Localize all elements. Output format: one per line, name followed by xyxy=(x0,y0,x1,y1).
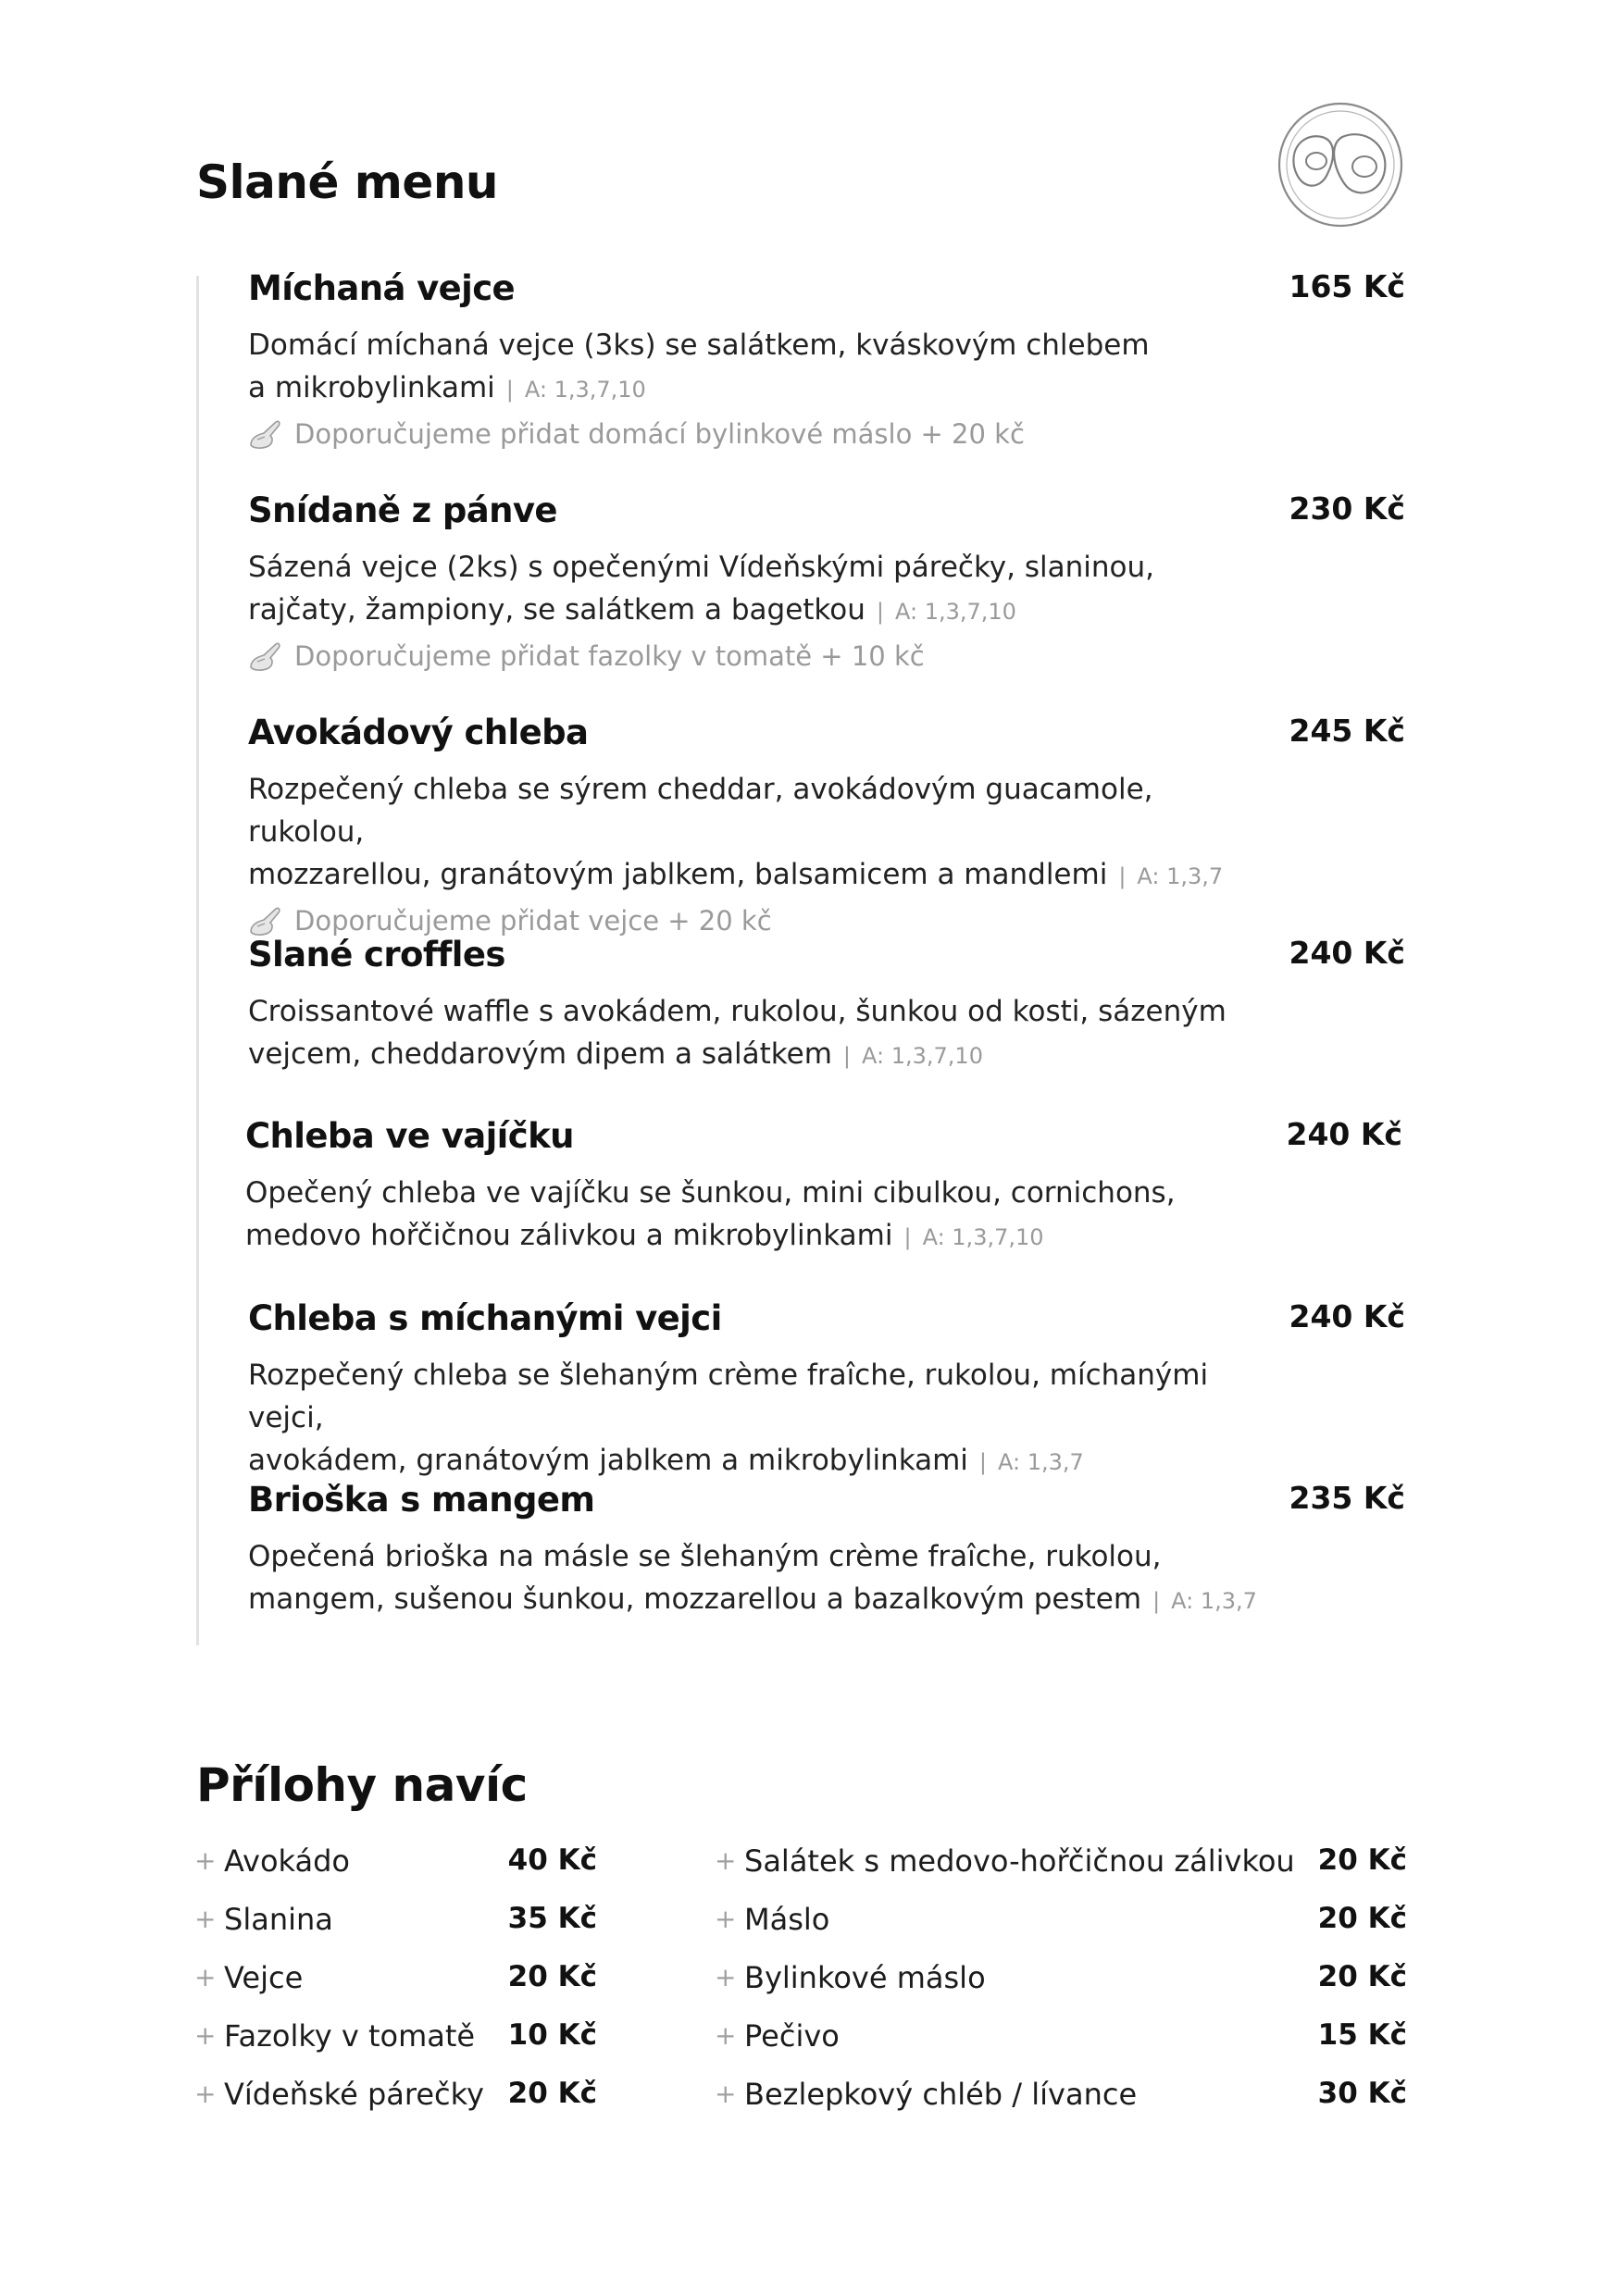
menu-item-description xyxy=(248,1354,1276,1483)
extra-item-label: Bezlepkový chléb / lívance xyxy=(744,2077,1138,2112)
allergen-info xyxy=(1107,863,1223,889)
separator: | xyxy=(903,1224,912,1250)
extra-item xyxy=(715,2075,1407,2133)
plus-icon: + xyxy=(194,2020,217,2051)
plus-icon: + xyxy=(715,1962,737,1992)
extra-item-price: 20 Kč xyxy=(1317,1902,1407,1935)
extra-item xyxy=(194,1900,597,1958)
description-line: Domácí míchaná vejce (3ks) se salátkem, kváskovým chlebem xyxy=(248,329,1150,362)
separator: | xyxy=(842,1043,852,1069)
extra-item-label: Slanina xyxy=(224,1902,333,1937)
extra-item xyxy=(715,1958,1407,2017)
separator: | xyxy=(1152,1588,1161,1614)
menu-item-name: Chleba s míchanými vejci xyxy=(248,1298,722,1338)
menu-item-description xyxy=(248,768,1276,898)
allergen-info xyxy=(866,599,1016,625)
pointing-hand-icon xyxy=(248,417,281,451)
menu-item-description xyxy=(248,324,1276,411)
description-line xyxy=(245,1214,1273,1259)
menu-item xyxy=(248,1480,1405,1622)
menu-item-name: Snídaně z pánve xyxy=(248,490,557,530)
extra-item-label: Bylinkové máslo xyxy=(744,1960,986,1995)
menu-item xyxy=(248,268,1405,455)
description-line xyxy=(248,1578,1276,1622)
description-line xyxy=(248,1439,1276,1483)
menu-item-price: 230 Kč xyxy=(1289,490,1405,527)
extra-item-label: Salátek s medovo-hořčičnou zálivkou xyxy=(744,1843,1295,1879)
extras-list-left xyxy=(194,1842,597,2133)
menu-item-name: Brioška s mangem xyxy=(248,1480,595,1520)
description-line: Sázená vejce (2ks) s opečenými Vídeňskými párečky, slaninou, xyxy=(248,551,1154,584)
tip-text: Doporučujeme přidat fazolky v tomatě + 10 kč xyxy=(294,640,925,672)
allergen-info xyxy=(832,1043,983,1069)
extra-item-price: 20 Kč xyxy=(1317,1843,1407,1877)
description-line xyxy=(248,366,1276,411)
description-line: Rozpečený chleba se sýrem cheddar, avokádovým guacamole, rukolou, xyxy=(248,773,1153,849)
tip-text: Doporučujeme přidat vejce + 20 kč xyxy=(294,905,772,937)
extra-item xyxy=(715,1842,1407,1900)
menu-item-description xyxy=(245,1172,1273,1259)
page-title: Slané menu xyxy=(196,155,499,209)
separator: | xyxy=(505,377,514,403)
menu-item-name: Chleba ve vajíčku xyxy=(245,1116,574,1156)
plus-icon: + xyxy=(715,2079,737,2109)
allergen-info xyxy=(968,1449,1084,1475)
allergen-codes: A: 1,3,7,10 xyxy=(922,1224,1044,1250)
egg-logo-icon xyxy=(1276,100,1405,230)
extra-item-label: Vejce xyxy=(224,1960,304,1995)
recommendation-tip xyxy=(248,413,1405,455)
extra-item xyxy=(194,1842,597,1900)
description-text: vejcem, cheddarovým dipem a salátkem xyxy=(248,1037,832,1071)
description-line xyxy=(248,853,1276,898)
menu-item xyxy=(248,490,1405,677)
menu-item-name: Avokádový chleba xyxy=(248,713,589,752)
separator: | xyxy=(978,1449,988,1475)
description-line: Opečený chleba ve vajíčku se šunkou, mini cibulkou, cornichons, xyxy=(245,1176,1176,1210)
menu-item-price: 240 Kč xyxy=(1289,1298,1405,1334)
allergen-codes: A: 1,3,7,10 xyxy=(894,599,1016,625)
menu-item-description xyxy=(248,546,1276,633)
extra-item-label: Vídeňské párečky xyxy=(224,2077,484,2112)
recommendation-tip xyxy=(248,635,1405,677)
menu-item xyxy=(248,935,1405,1077)
allergen-codes: A: 1,3,7 xyxy=(998,1449,1084,1475)
menu-item xyxy=(248,1298,1405,1483)
plus-icon: + xyxy=(194,1904,217,1934)
extra-item xyxy=(194,1958,597,2017)
plus-icon: + xyxy=(715,1845,737,1876)
allergen-info xyxy=(1141,1588,1257,1614)
extra-item-price: 40 Kč xyxy=(507,1843,597,1877)
extra-item xyxy=(194,2017,597,2075)
pointing-hand-icon xyxy=(248,904,281,937)
extra-item xyxy=(715,1900,1407,1958)
extra-item-price: 20 Kč xyxy=(1317,1960,1407,1993)
description-text: rajčaty, žampiony, se salátkem a bagetkou xyxy=(248,593,866,627)
extra-item-price: 10 Kč xyxy=(507,2018,597,2052)
menu-item-description xyxy=(248,1535,1276,1622)
extra-item xyxy=(715,2017,1407,2075)
allergen-codes: A: 1,3,7,10 xyxy=(524,377,646,403)
menu-item-price: 165 Kč xyxy=(1289,268,1405,304)
description-text: a mikrobylinkami xyxy=(248,371,495,404)
extra-item-price: 20 Kč xyxy=(507,2077,597,2110)
menu-item-price: 235 Kč xyxy=(1289,1480,1405,1516)
allergen-codes: A: 1,3,7,10 xyxy=(862,1043,983,1069)
extra-item-label: Avokádo xyxy=(224,1843,350,1879)
description-text: avokádem, granátovým jablkem a mikrobylinkami xyxy=(248,1444,968,1477)
extras-title: Přílohy navíc xyxy=(196,1758,528,1812)
menu-divider-line xyxy=(196,276,199,1645)
extra-item-price: 20 Kč xyxy=(507,1960,597,1993)
menu-item-name: Míchaná vejce xyxy=(248,268,516,308)
extra-item-label: Pečivo xyxy=(744,2018,840,2054)
allergen-info xyxy=(495,377,646,403)
separator: | xyxy=(876,599,884,625)
description-line xyxy=(248,589,1276,633)
plus-icon: + xyxy=(194,1845,217,1876)
extra-item-price: 35 Kč xyxy=(507,1902,597,1935)
description-line xyxy=(248,1033,1276,1077)
plus-icon: + xyxy=(194,2079,217,2109)
menu-item-price: 240 Kč xyxy=(1286,1116,1402,1152)
separator: | xyxy=(1118,863,1127,889)
allergen-codes: A: 1,3,7 xyxy=(1137,863,1224,889)
allergen-info xyxy=(892,1224,1043,1250)
extra-item xyxy=(194,2075,597,2133)
menu-item-name: Slané croffles xyxy=(248,935,505,974)
extra-item-label: Máslo xyxy=(744,1902,830,1937)
menu-item-description xyxy=(248,990,1276,1077)
description-text: medovo hořčičnou zálivkou a mikrobylinkami xyxy=(245,1219,893,1252)
plus-icon: + xyxy=(715,2020,737,2051)
description-line: Croissantové waffle s avokádem, rukolou, šunkou od kosti, sázeným xyxy=(248,995,1227,1028)
menu-item xyxy=(245,1116,1402,1259)
extra-item-price: 15 Kč xyxy=(1317,2018,1407,2052)
extra-item-price: 30 Kč xyxy=(1317,2077,1407,2110)
tip-text: Doporučujeme přidat domácí bylinkové máslo + 20 kč xyxy=(294,418,1025,450)
description-line: Rozpečený chleba se šlehaným crème fraîche, rukolou, míchanými vejci, xyxy=(248,1359,1209,1434)
plus-icon: + xyxy=(194,1962,217,1992)
description-line: Opečená brioška na másle se šlehaným crème fraîche, rukolou, xyxy=(248,1540,1162,1573)
description-text: mangem, sušenou šunkou, mozzarellou a bazalkovým pestem xyxy=(248,1582,1142,1616)
allergen-codes: A: 1,3,7 xyxy=(1171,1588,1257,1614)
pointing-hand-icon xyxy=(248,639,281,673)
menu-item-price: 240 Kč xyxy=(1289,935,1405,971)
plus-icon: + xyxy=(715,1904,737,1934)
menu-item-price: 245 Kč xyxy=(1289,713,1405,749)
extras-list-right xyxy=(715,1842,1407,2133)
description-text: mozzarellou, granátovým jablkem, balsamicem a mandlemi xyxy=(248,858,1108,891)
menu-item xyxy=(248,713,1405,942)
extra-item-label: Fazolky v tomatě xyxy=(224,2018,476,2054)
